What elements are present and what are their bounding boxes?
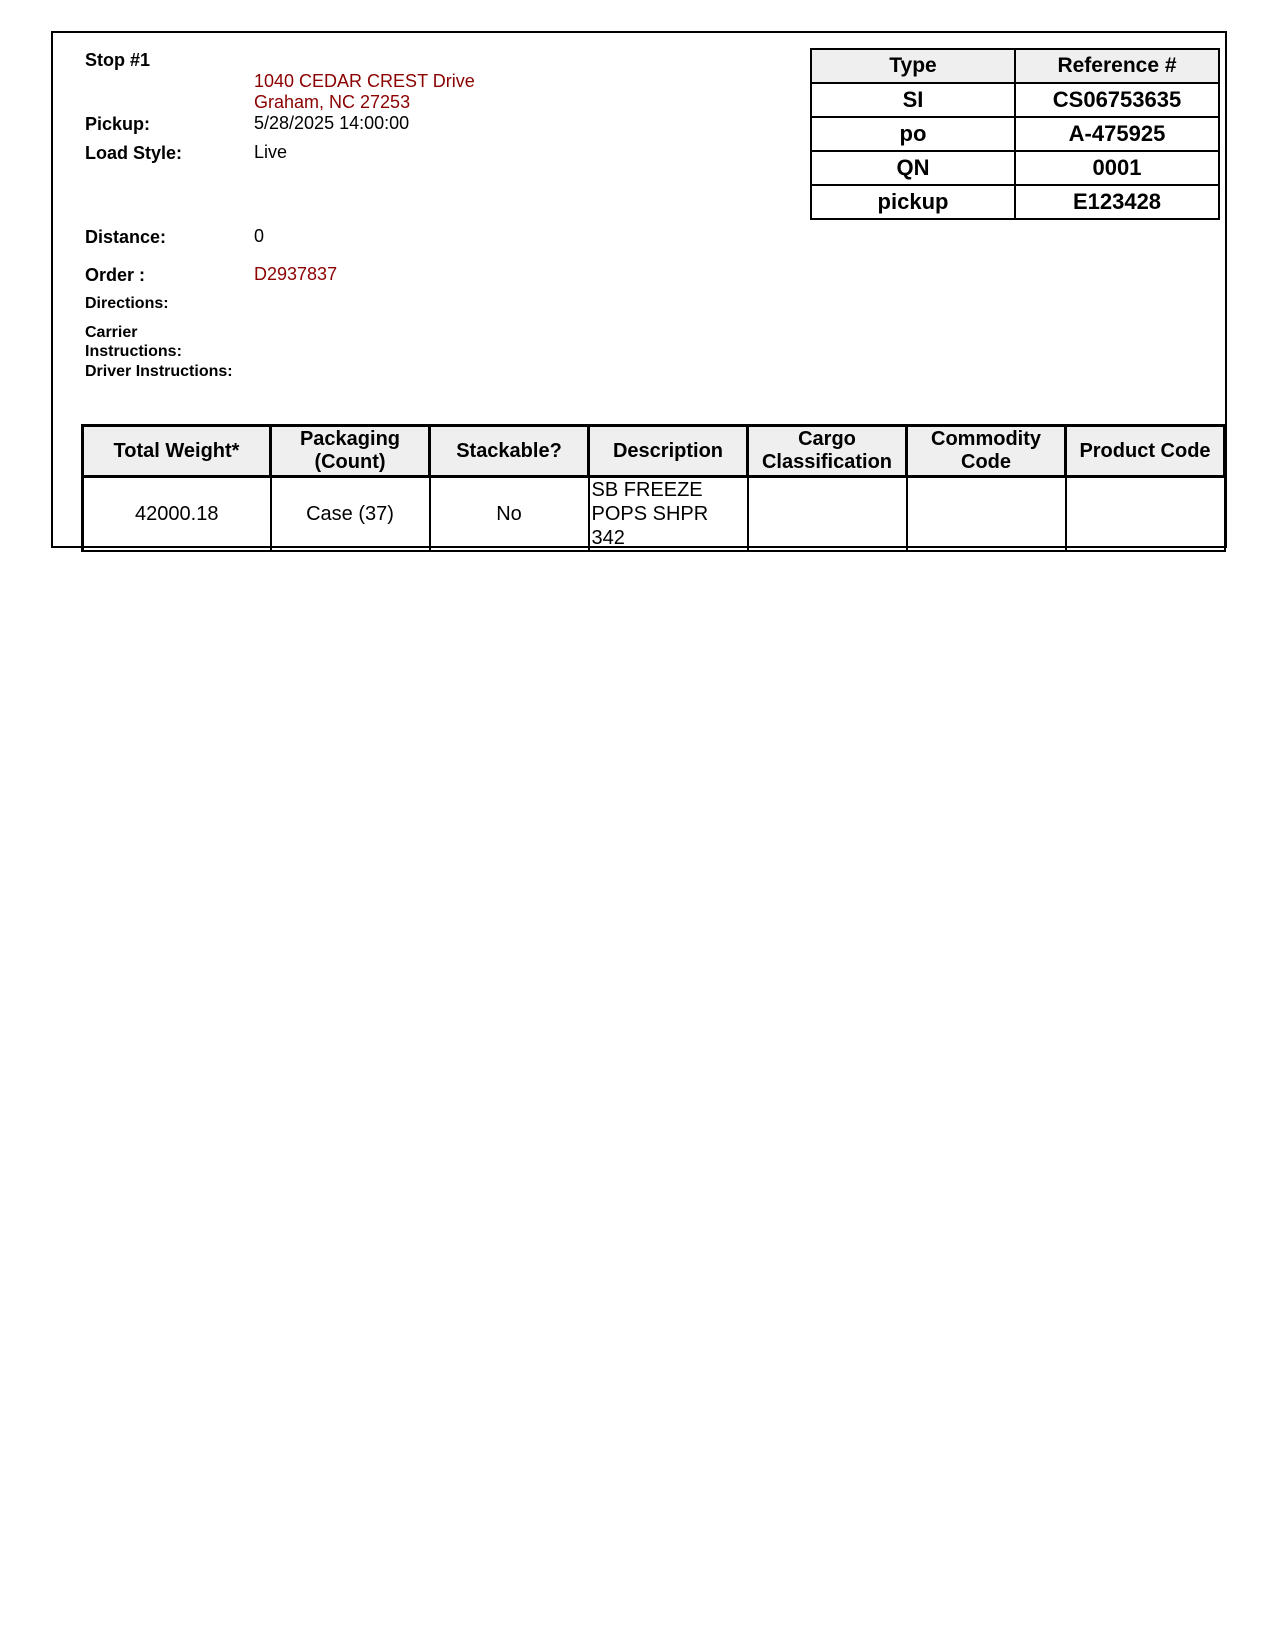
order-value: D2937837: [254, 264, 338, 284]
pickup-label: Pickup:: [85, 114, 151, 134]
reference-number: E123428: [1015, 185, 1219, 219]
reference-number: A-475925: [1015, 117, 1219, 151]
reference-type: po: [811, 117, 1015, 151]
description-line-2: POPS SHPR: [591, 503, 709, 525]
packaging-header-line-2: (Count): [314, 451, 386, 473]
cargo-table: [81, 424, 1226, 552]
driver-instructions-label: Driver Instructions:: [85, 363, 233, 380]
description-line-1: SB FREEZE: [591, 479, 703, 501]
reference-type: SI: [811, 83, 1015, 117]
product-code-header: Product Code: [1066, 426, 1225, 477]
distance-label: Distance:: [85, 227, 167, 247]
stackable-cell: No: [430, 477, 589, 552]
reference-type: pickup: [811, 185, 1015, 219]
total-weight-cell: 42000.18: [83, 477, 271, 552]
reference-number-header: Reference #: [1015, 49, 1219, 83]
cargo-classification-cell: [748, 477, 907, 552]
description-header: Description: [589, 426, 748, 477]
address-line-1: 1040 CEDAR CREST Drive: [254, 71, 475, 91]
packaging-header-line-1: Packaging: [299, 428, 401, 450]
carrier-label-line-1: Carrier: [85, 324, 138, 341]
carrier-label-line-2: Instructions:: [85, 343, 182, 360]
address-line-2: Graham, NC 27253: [254, 92, 411, 112]
product-code-cell: [1066, 477, 1225, 552]
pickup-value: 5/28/2025 14:00:00: [254, 113, 410, 133]
total-weight-header: Total Weight*: [83, 426, 271, 477]
reference-row: [811, 185, 1219, 219]
stop-title: Stop #1: [85, 50, 151, 70]
reference-type-header: Type: [811, 49, 1015, 83]
stackable-header: Stackable?: [430, 426, 589, 477]
description-line-3: 342: [591, 527, 625, 549]
reference-row: [811, 83, 1219, 117]
load-style-value: Live: [254, 142, 288, 162]
classification-header-line-1: Cargo: [798, 428, 856, 450]
reference-row: [811, 151, 1219, 185]
distance-value: 0: [254, 226, 265, 246]
reference-type: QN: [811, 151, 1015, 185]
cargo-classification-header: [748, 426, 907, 477]
classification-header-line-2: Classification: [761, 451, 893, 473]
packaging-header: [271, 426, 430, 477]
reference-number: CS06753635: [1015, 83, 1219, 117]
order-label: Order :: [85, 265, 146, 285]
description-cell: [589, 477, 748, 552]
reference-row: [811, 117, 1219, 151]
commodity-header-line-1: Commodity: [931, 428, 1041, 450]
commodity-header-line-2: Code: [961, 451, 1011, 473]
cargo-row: [83, 477, 1225, 552]
reference-number: 0001: [1015, 151, 1219, 185]
packaging-cell: Case (37): [271, 477, 430, 552]
load-style-label: Load Style:: [85, 143, 183, 163]
commodity-code-header: [907, 426, 1066, 477]
commodity-code-cell: [907, 477, 1066, 552]
directions-label: Directions:: [85, 295, 169, 312]
cargo-header-row: [83, 426, 1225, 477]
carrier-instructions-label: [85, 323, 182, 361]
reference-header-row: [811, 49, 1219, 83]
reference-table: [810, 48, 1220, 220]
